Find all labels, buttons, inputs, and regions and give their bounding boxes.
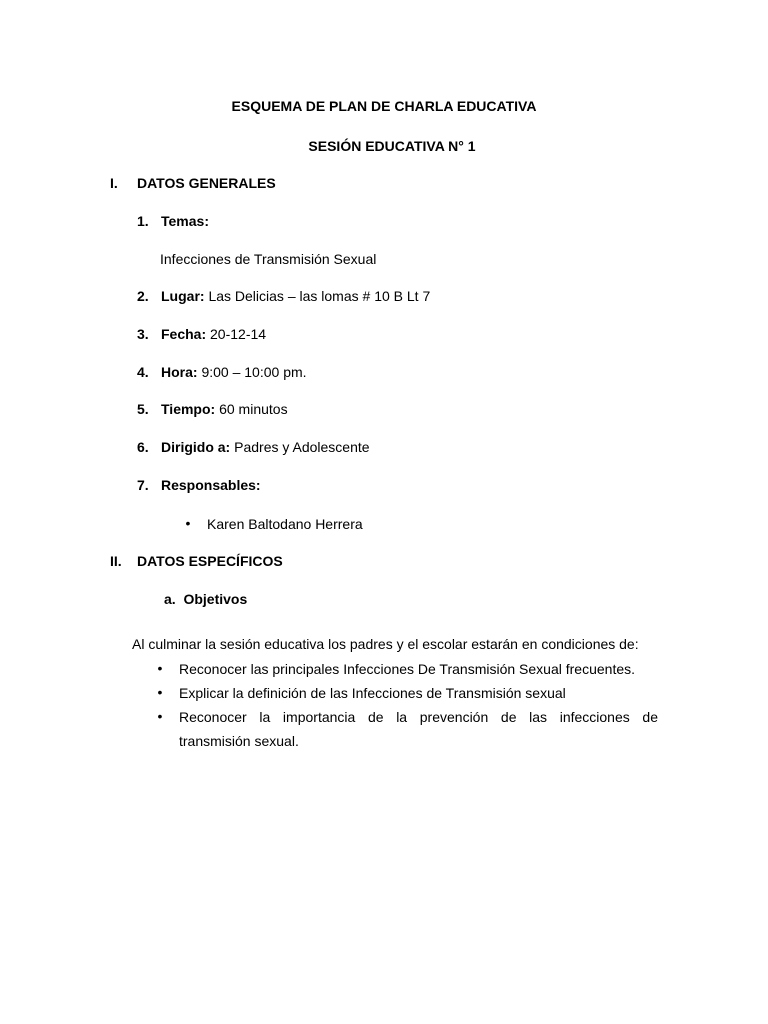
item-dirigido — [137, 438, 370, 456]
objective-item-continuation: transmisión sexual. — [179, 733, 299, 749]
item-value: 60 minutos — [215, 401, 288, 417]
item-value: Las Delicias – las lomas # 10 B Lt 7 — [204, 288, 431, 304]
item-number: 3. — [137, 326, 149, 342]
item-label: Hora: — [161, 364, 198, 380]
bullet-icon: • — [157, 708, 163, 724]
bullet-icon: • — [157, 684, 163, 700]
item-temas — [137, 212, 209, 230]
section-2-heading: DATOS ESPECÍFICOS — [137, 553, 283, 569]
objective-item: Reconocer las principales Infecciones De Transmisión Sexual frecuentes. — [179, 661, 636, 677]
session-subtitle: SESIÓN EDUCATIVA N° 1 — [308, 138, 476, 154]
section-1-numeral: I. — [110, 175, 118, 191]
bullet-icon: • — [185, 515, 191, 531]
item-number: 1. — [137, 213, 149, 229]
item-value: Padres y Adolescente — [230, 439, 370, 455]
item-value: 9:00 – 10:00 pm. — [197, 364, 307, 380]
item-label: Tiempo: — [161, 401, 216, 417]
item-lugar — [137, 287, 430, 305]
item-label: Lugar: — [161, 288, 205, 304]
document-title: ESQUEMA DE PLAN DE CHARLA EDUCATIVA — [231, 98, 537, 114]
item-label: Responsables: — [161, 477, 261, 493]
item-number: 7. — [137, 477, 149, 493]
item-number: 4. — [137, 364, 149, 380]
subsection-heading: Objetivos — [183, 591, 248, 607]
objective-item: Reconocer la importancia de la prevención de las infecciones de — [179, 709, 658, 725]
item-number: 6. — [137, 439, 149, 455]
item-number: 2. — [137, 288, 149, 304]
subsection-objetivos — [164, 590, 247, 608]
tema-text: Infecciones de Transmisión Sexual — [160, 251, 377, 267]
item-fecha — [137, 325, 266, 343]
section-2-numeral: II. — [110, 553, 122, 569]
item-hora — [137, 363, 307, 381]
item-label: Dirigido a: — [161, 439, 231, 455]
item-label: Temas: — [161, 213, 209, 229]
item-tiempo — [137, 400, 288, 418]
responsable-name: Karen Baltodano Herrera — [207, 516, 363, 532]
item-number: 5. — [137, 401, 149, 417]
objective-item: Explicar la definición de las Infecciones de Transmisión sexual — [179, 685, 566, 701]
subsection-number: a. — [164, 591, 176, 607]
item-responsables — [137, 476, 261, 494]
item-label: Fecha: — [161, 326, 207, 342]
section-1-heading: DATOS GENERALES — [137, 175, 276, 191]
bullet-icon: • — [157, 660, 163, 676]
objectives-intro: Al culminar la sesión educativa los padres y el escolar estarán en condiciones de: — [132, 636, 639, 652]
item-value: 20-12-14 — [206, 326, 267, 342]
